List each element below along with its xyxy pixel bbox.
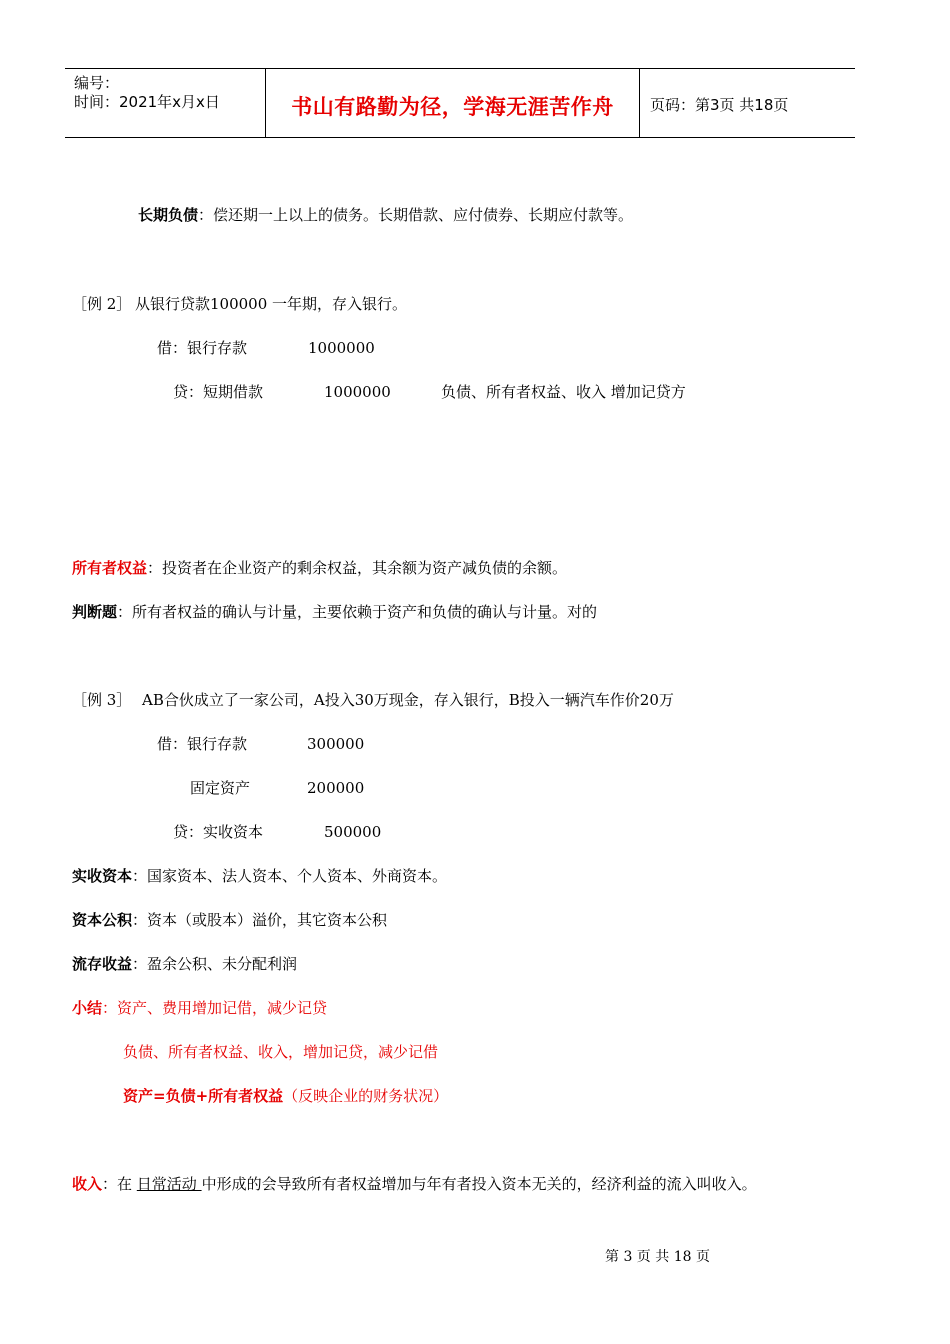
header-motto-cell	[266, 69, 640, 137]
example-3-credit: 贷：实收资本	[173, 823, 264, 841]
capital-surplus-line	[72, 910, 387, 930]
equity-text: ：投资者在企业资产的剩余权益，其余额为资产减负债的余额。	[147, 559, 568, 577]
example-2-tag: ［例 2］	[72, 295, 132, 313]
income-line	[72, 1174, 757, 1194]
income-label: 收入	[72, 1175, 103, 1193]
header-number-label: 编号：	[74, 74, 120, 92]
example-3-credit-amount: 500000	[324, 823, 382, 841]
example-3-text: AB合伙成立了一家公司，A投入30万现金，存入银行，B投入一辆汽车作价20万	[142, 691, 674, 709]
retained-earnings-line	[72, 954, 297, 974]
example-2-debit-amount: 1000000	[308, 339, 375, 357]
capital-surplus-text: ：资本（或股本）溢价，其它资本公积	[132, 911, 388, 929]
summary-label: 小结	[72, 999, 103, 1017]
retained-earnings-text: ：盈余公积、未分配利润	[132, 955, 298, 973]
income-underlined-term: 日常活动	[136, 1175, 202, 1193]
example-2-credit-amount: 1000000	[324, 383, 391, 401]
summary-text-1: ：资产、费用增加记借，减少记贷	[102, 999, 328, 1017]
capital-surplus-label: 资本公积	[72, 911, 133, 929]
judgement-line	[72, 602, 597, 622]
example-3-debit-2: 固定资产	[190, 779, 251, 797]
example-3-debit-1-amount: 300000	[307, 735, 365, 753]
judgement-label: 判断题	[72, 603, 118, 621]
example-2-line	[72, 294, 131, 314]
equity-line	[72, 558, 567, 578]
long-term-liability-label: 长期负债	[138, 206, 199, 224]
example-2-text: 从银行贷款100000 一年期，存入银行。	[135, 295, 408, 313]
paid-in-capital-line	[72, 866, 447, 886]
header-page-cell	[640, 69, 855, 137]
example-3-debit-2-amount: 200000	[307, 779, 365, 797]
page-header	[65, 68, 855, 138]
summary-equation: 资产=负债+所有者权益	[123, 1087, 284, 1105]
header-info-cell	[65, 69, 266, 137]
example-3-tag: ［例 3］	[72, 691, 132, 709]
long-term-liability-text: ：偿还期一上以上的债务。长期借款、应付债券、长期应付款等。	[198, 206, 634, 224]
paid-in-capital-text: ：国家资本、法人资本、个人资本、外商资本。	[132, 867, 448, 885]
summary-line-2: 负债、所有者权益、收入，增加记贷，减少记借	[123, 1043, 439, 1061]
judgement-text: ：所有者权益的确认与计量，主要依赖于资产和负债的确认与计量。对的	[117, 603, 598, 621]
summary-equation-note: （反映企业的财务状况）	[283, 1087, 449, 1105]
header-page-label: 页码：第3页 共18页	[650, 96, 789, 114]
long-term-liability-line	[138, 205, 633, 225]
header-motto: 书山有路勤为径，学海无涯苦作舟	[291, 95, 614, 119]
example-3-debit-1: 借：银行存款	[157, 735, 248, 753]
retained-earnings-label: 流存收益	[72, 955, 133, 973]
summary-line-1	[72, 998, 327, 1018]
income-text: 中形成的会导致所有者权益增加与年有者投入资本无关的，经济利益的流入叫收入。	[201, 1175, 757, 1193]
equity-label: 所有者权益	[72, 559, 148, 577]
paid-in-capital-label: 实收资本	[72, 867, 133, 885]
example-2-note: 负债、所有者权益、收入 增加记贷方	[441, 383, 686, 401]
summary-equation-line	[123, 1086, 448, 1106]
example-2-debit: 借：银行存款	[157, 339, 248, 357]
income-prefix: ：在	[102, 1175, 137, 1193]
header-time-label: 时间：2021年x月x日	[74, 93, 220, 111]
example-2-credit: 贷：短期借款	[173, 383, 264, 401]
page-footer: 第 3 页 共 18 页	[605, 1249, 710, 1265]
